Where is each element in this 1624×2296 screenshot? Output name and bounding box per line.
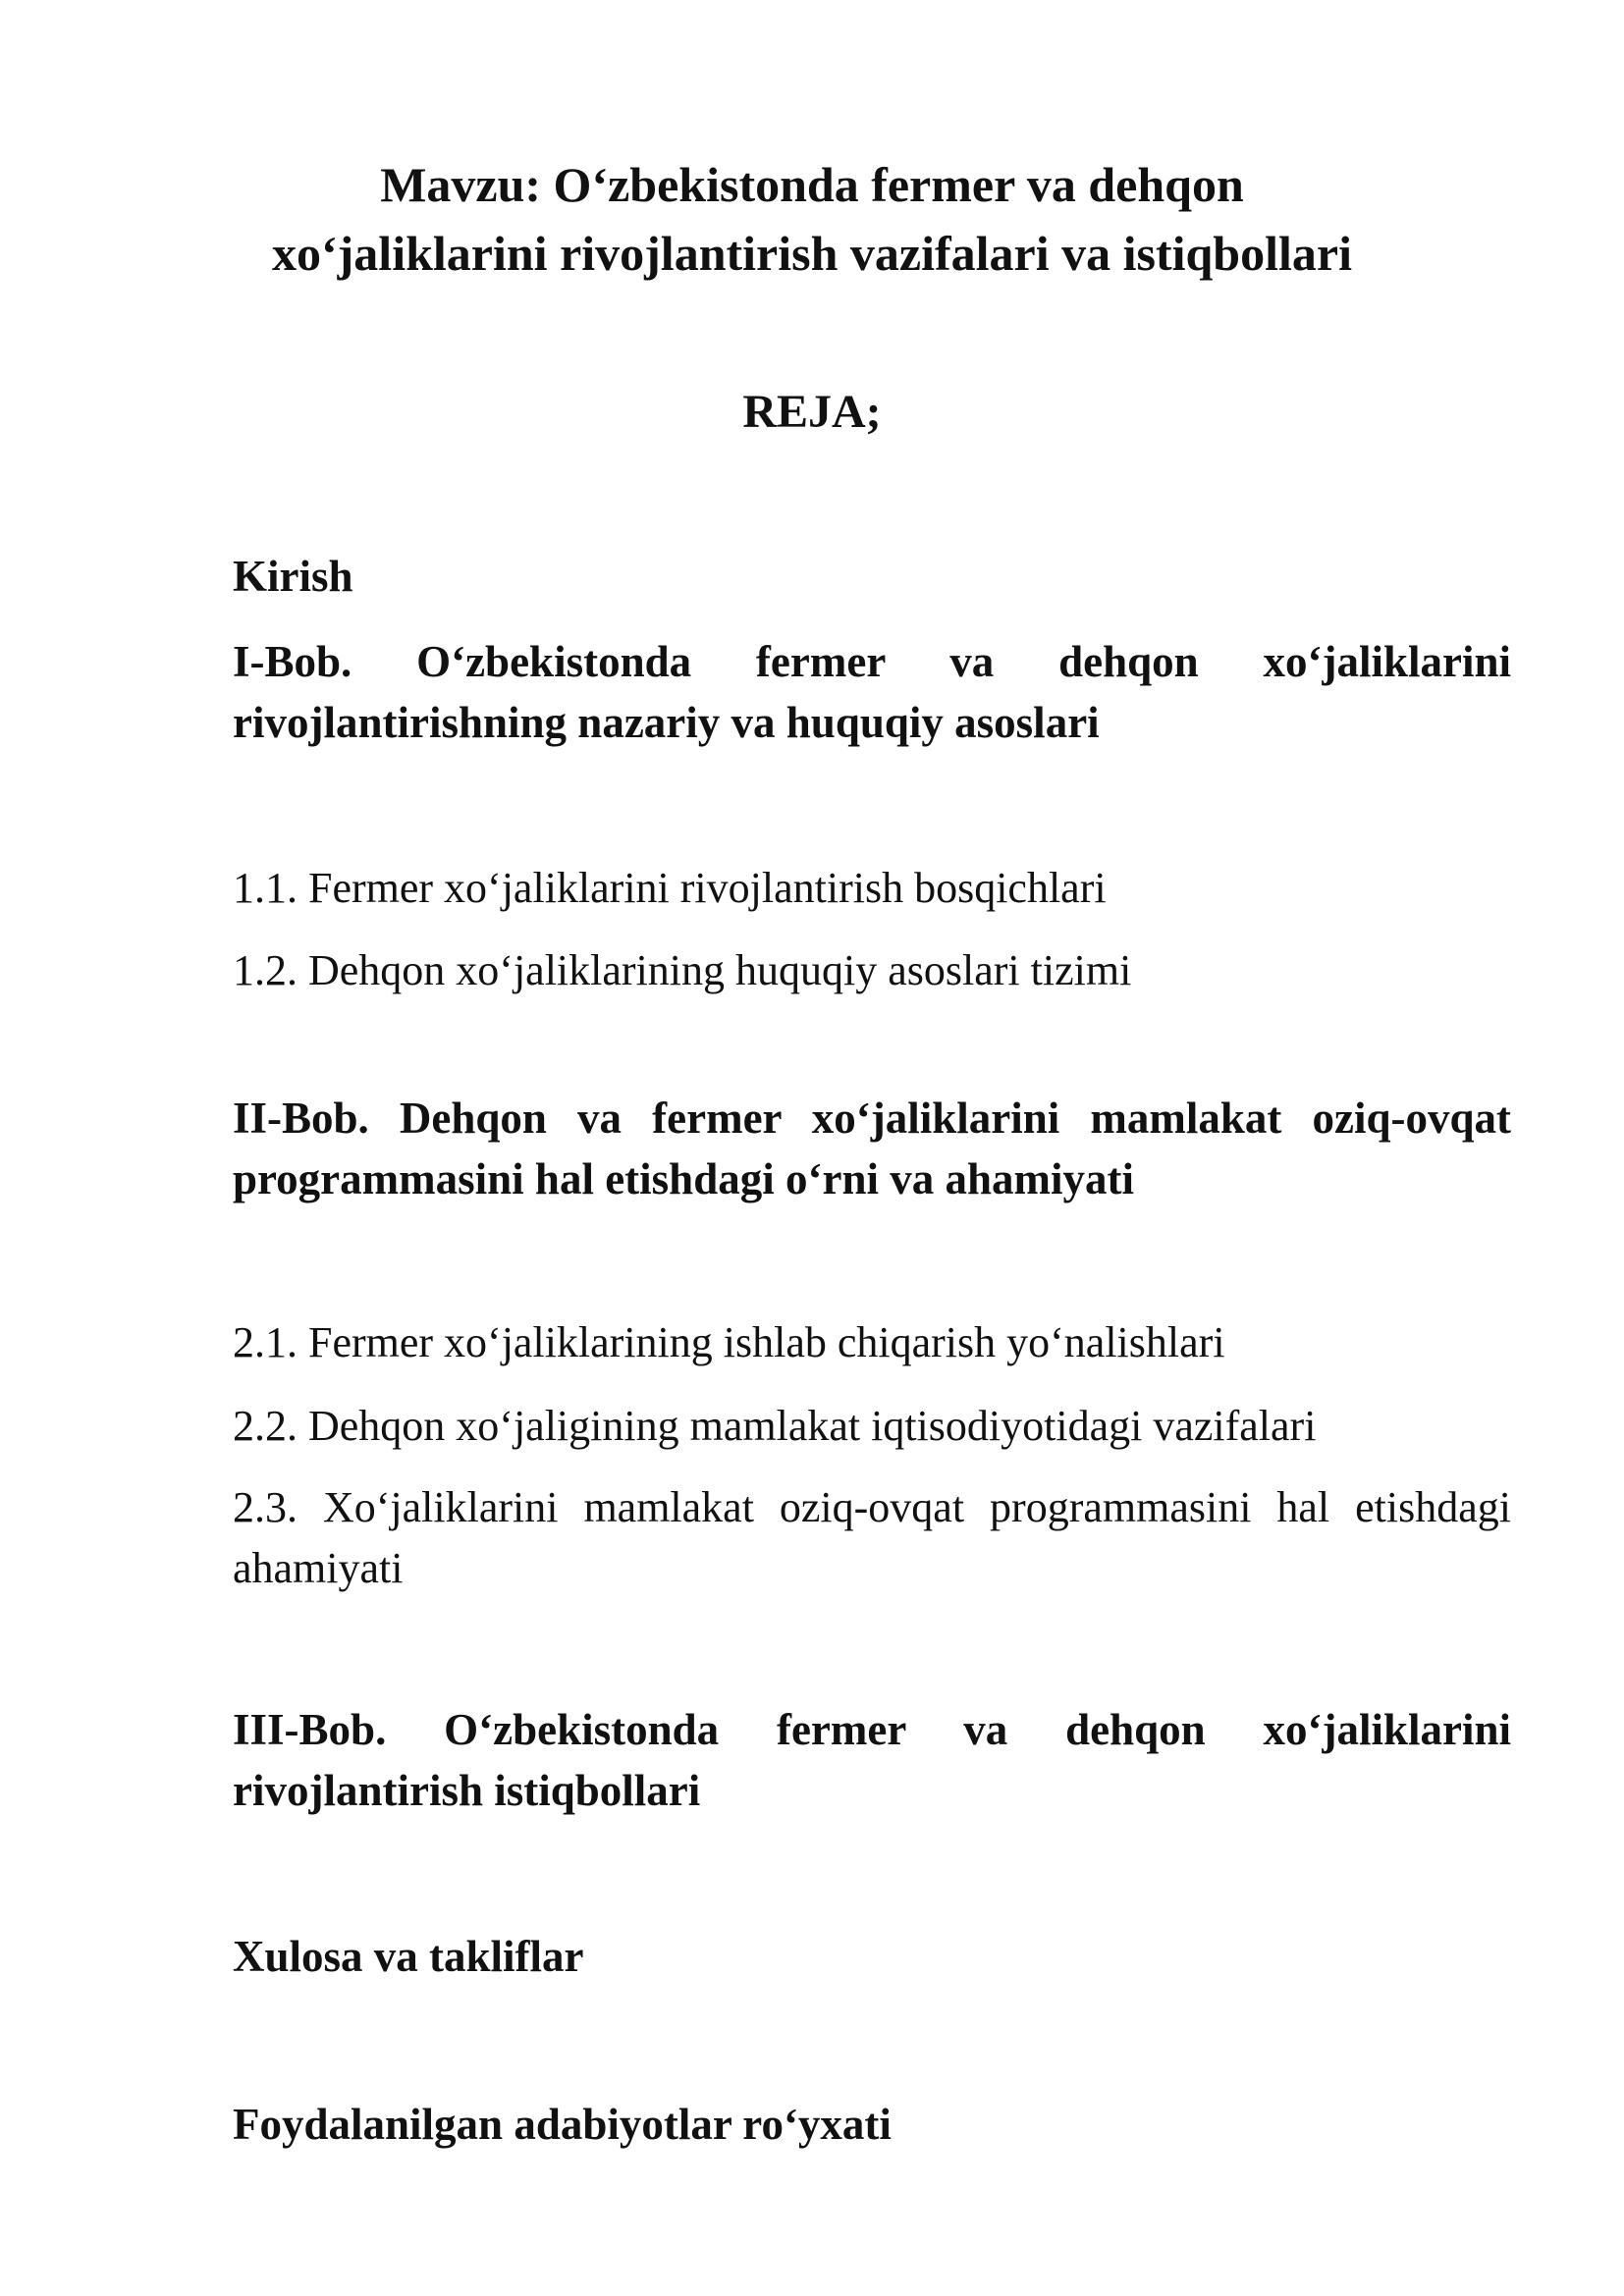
section-2-3: 2.3. Xo‘jaliklarini mamlakat oziq-ovqat programmasini hal etishdagi ahamiyati xyxy=(233,1483,1511,1592)
intro-heading: Kirish xyxy=(233,552,353,601)
plan-heading: REJA; xyxy=(742,386,882,438)
section-2-2: 2.2. Dehqon xo‘jaligining mamlakat iqtisodiyotidagi vazifalari xyxy=(233,1402,1317,1450)
title-line-2: xo‘jaliklarini rivojlantirish vazifalari va istiqbollari xyxy=(272,226,1352,281)
title-line-1: Mavzu: O‘zbekistonda fermer va dehqon xyxy=(380,157,1244,212)
conclusion-heading: Xulosa va takliflar xyxy=(233,1932,584,1981)
chapter-3-heading: III-Bob. O‘zbekistonda fermer va dehqon xo‘jaliklarini rivojlantirish istiqbollari xyxy=(233,1705,1511,1815)
section-1-1: 1.1. Fermer xo‘jaliklarini rivojlantirish bosqichlari xyxy=(233,864,1107,912)
chapter-1-heading: I-Bob. O‘zbekistonda fermer va dehqon xo‘jaliklarini rivojlantirishning nazariy va huquqiy asoslari xyxy=(233,637,1511,747)
references-heading: Foydalanilgan adabiyotlar ro‘yxati xyxy=(233,2100,892,2149)
section-2-1: 2.1. Fermer xo‘jaliklarining ishlab chiqarish yo‘nalishlari xyxy=(233,1318,1225,1366)
section-1-2: 1.2. Dehqon xo‘jaliklarining huquqiy asoslari tizimi xyxy=(233,946,1132,994)
chapter-2-heading: II-Bob. Dehqon va fermer xo‘jaliklarini mamlakat oziq-ovqat programmasini hal etishdagi o‘rni va ahamiyati xyxy=(233,1094,1511,1203)
